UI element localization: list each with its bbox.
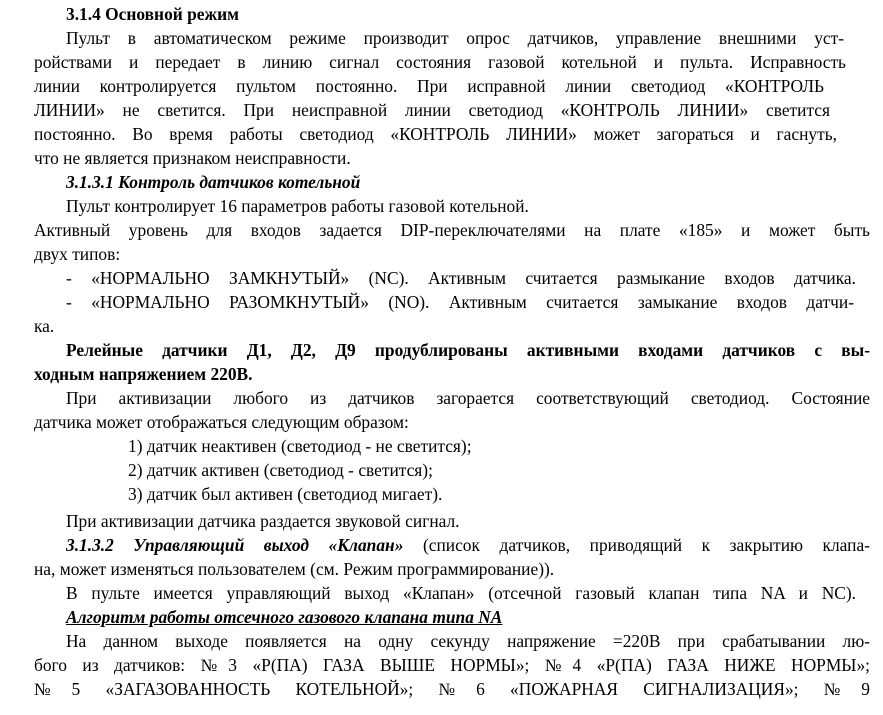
- paragraph-line: датчика может отображаться следующим образом:: [34, 412, 409, 432]
- paragraph-line: Пульт в автоматическом режиме производит опрос датчиков, управление внешними уст-: [66, 28, 844, 48]
- paragraph-line: линии контролируется пультом постоянно. При исправной линии светодиод «КОНТРОЛЬ: [34, 76, 824, 96]
- algorithm-heading: Алгоритм работы отсечного газового клапана типа NA: [66, 607, 503, 627]
- subsection-heading: 3.1.3.1 Контроль датчиков котельной: [66, 172, 361, 192]
- paragraph-line: постоянно. Во время работы светодиод «КОНТРОЛЬ ЛИНИИ» может загораться и гаснуть,: [34, 124, 837, 144]
- bold-paragraph-line: ходным напряжением 220В.: [34, 364, 253, 384]
- paragraph-line: двух типов:: [34, 244, 121, 264]
- section-heading: 3.1.4 Основной режим: [66, 4, 239, 24]
- paragraph-line: ройствами и передает в линию сигнал состояния газовой котельной и пульта. Исправность: [34, 52, 846, 72]
- subsection-heading: 3.1.3.2 Управляющий выход «Клапан»: [66, 535, 404, 555]
- paragraph-line: №5 «ЗАГАЗОВАННОСТЬ КОТЕЛЬНОЙ»; №6 «ПОЖАРНАЯ СИГНАЛИЗАЦИЯ»; №9: [34, 679, 870, 699]
- state-list-item: 2) датчик активен (светодиод - светится);: [128, 460, 433, 480]
- state-list-item: 1) датчик неактивен (светодиод - не светится);: [128, 436, 472, 456]
- paragraph-line: На данном выходе появляется на одну секунду напряжение =220В при срабатывании лю-: [66, 631, 870, 651]
- list-item: - «НОРМАЛЬНО ЗАМКНУТЫЙ» (NC). Активным считается размыкание входов датчика.: [66, 268, 856, 288]
- paragraph-line: При активизации любого из датчиков загорается соответствующий светодиод. Состояние: [66, 388, 870, 408]
- list-item: - «НОРМАЛЬНО РАЗОМКНУТЫЙ» (NO). Активным считается замыкание входов датчи-: [66, 292, 854, 312]
- bold-paragraph-line: Релейные датчики Д1, Д2, Д9 продублированы активными входами датчиков с вы-: [66, 340, 870, 360]
- paragraph-line: Пульт контролирует 16 параметров работы газовой котельной.: [66, 196, 529, 216]
- paragraph-line: бого из датчиков: №3 «Р(ПА) ГАЗА ВЫШЕ НОРМЫ»; №4 «Р(ПА) ГАЗА НИЖЕ НОРМЫ»;: [34, 655, 870, 675]
- paragraph-line: что не является признаком неисправности.: [34, 148, 351, 168]
- paragraph-line: В пульте имеется управляющий выход «Клапан» (отсечной газовый клапан типа NA и NC).: [66, 583, 856, 603]
- subsection-heading-line: [66, 533, 870, 557]
- list-item-continuation: ка.: [34, 316, 55, 336]
- paragraph-line: на, может изменяться пользователем (см. Режим программирование)).: [34, 559, 555, 579]
- state-list-item: 3) датчик был активен (светодиод мигает).: [128, 484, 443, 504]
- subsection-heading-rest: (список датчиков, приводящий к закрытию клапа-: [403, 535, 870, 555]
- paragraph-line: Активный уровень для входов задается DIP-переключателями на плате «185» и может быть: [34, 220, 870, 240]
- paragraph-line: При активизации датчика раздается звуковой сигнал.: [66, 511, 460, 531]
- paragraph-line: ЛИНИИ» не светится. При неисправной линии светодиод «КОНТРОЛЬ ЛИНИИ» светится: [34, 100, 830, 120]
